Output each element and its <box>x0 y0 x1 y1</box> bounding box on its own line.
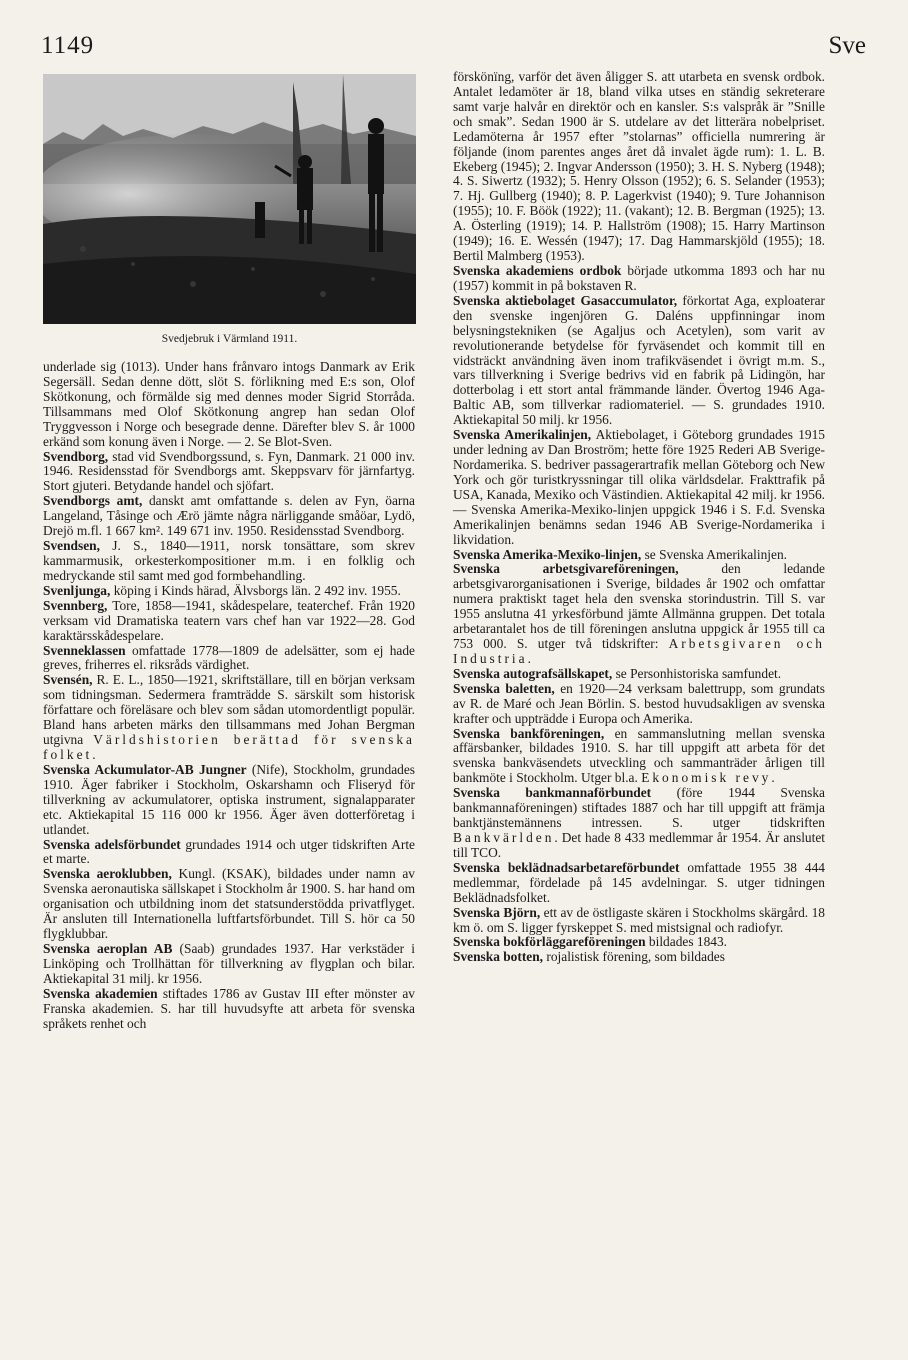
entry-text: (Nife), Stockholm, grundades 1910. Äger fabriker i Stockholm, Oskarshamn och Fliseryd för tillverkning av ackumulatorer, optiska instrument, signalapparater etc. Aktiekapital 15 116 000 kr 1956. Äger även dotterföretag i utlandet. <box>43 761 416 837</box>
entry-headword: Svenska bokförläggareföreningen <box>453 934 646 950</box>
entry-headword: Svendborgs amt, <box>43 493 143 509</box>
dictionary-entry <box>453 950 825 965</box>
entry-headword: Svenska Amerikalinjen, <box>453 427 592 443</box>
dictionary-entry <box>453 562 825 666</box>
entry-headword: Svenska Ackumulator-AB Jungner <box>43 761 247 777</box>
entry-text: en sammanslutning mellan svenska affärsbanker, bildades 1910. S. har till uppgift att arbeta för det svenska bankväsendets utveckling och sammanträder årligen till bankmöte i Stockholm. Utger bl.a. <box>453 725 825 786</box>
dictionary-entry <box>453 294 825 428</box>
dictionary-entry <box>453 682 825 727</box>
dictionary-entry <box>43 644 415 674</box>
figure-caption: Svedjebruk i Värmland 1911. <box>161 333 298 345</box>
entry-text: J. S., 1840—1911, norsk tonsättare, som skrev kammarmusik, orkesterkompositioner m.m. i en folklig och medryckande stil samt med god formbehandling. <box>43 538 415 583</box>
dictionary-entry <box>453 548 825 563</box>
entry-text: se Svenska Amerikalinjen. <box>641 546 787 562</box>
entry-headword: Svennberg, <box>43 597 108 613</box>
entry-text: ett av de östligaste skären i Stockholms skärgård. 18 km ö. om S. ligger fyrskeppet S. med mistsignal och radiofyr. <box>453 904 825 935</box>
continuation-text: förskönïng, varför det även åligger S. att utarbeta en svensk ordbok. Antalet ledamöter är 18, bland vilka utses en ständig sekreterare samt varje halvår en direktör och en kansler. S:s valspråk är ”Snille och smak”. Sedan 1900 är S. utdelare av det litterära nobelpriset. Ledamöterna år 1957 efter ”stolarnas” officiella numrering är följande (inom parentes anges året då invalet ägde rum): 1. L. B. Ekeberg (1945); 2. Ingvar Andersson (1950); 3. H. S. Nyberg (1948); 4. S. Siwertz (1932); 5. Henry Olsson (1952); 6. S. Selander (1953); 7. Hj. Gullberg (1940); 8. P. Lagerkvist (1940); 9. Ture Johannison (1955); 10. F. Böök (1922); 11. (vakant); 12. B. Bergman (1925); 13. A. Österling (1919); 14. P. Hallström (1908); 15. Harry Martinson (1949); 16. E. Wessén (1947); 17. Dag Hammarskjöld (1955); 18. Bertil Malmberg (1953). <box>453 69 825 264</box>
entry-text-after: . <box>771 770 775 786</box>
dictionary-entry <box>43 450 415 495</box>
entry-text: rojalistisk förening, som bildades <box>543 949 725 965</box>
entry-headword: Svenska botten, <box>453 949 544 965</box>
entry-text: bildades 1843. <box>645 934 728 950</box>
right-column <box>453 70 825 965</box>
dictionary-entry <box>453 906 825 936</box>
entry-text-after: . <box>527 650 531 666</box>
dictionary-entry <box>453 935 825 950</box>
entry-headword: Svenska baletten, <box>453 680 555 696</box>
entry-text: Aktiebolaget, i Göteborg grundades 1915 under ledning av Dan Broström; hette före 1925 Rederi AB Sverige-Nordamerika. S. bedriver passagerartrafik mellan Göteborg och New York och gör turistkryssningar till olika världsdelar. Frakttrafik på USA, Kanada, Mexiko och Västindien. Aktiekapital 42 milj. kr 1956. — Svenska Amerika-Mexiko-linjen uppgick 1946 i S. F.d. Svenska Amerikalinjen benämns sedan 1946 AB Sverige-Nordamerika i likvidation. <box>453 427 825 547</box>
entry-text: grundades 1914 och utger tidskriften Arte et marte. <box>43 836 416 867</box>
entry-headword: Svenska Amerika-Mexiko-linjen, <box>453 546 642 562</box>
entry-headword: Svenska bankmannaförbundet <box>453 785 652 801</box>
dictionary-entry <box>453 667 825 682</box>
entry-text-after: . <box>92 746 96 762</box>
dictionary-entry <box>43 599 415 644</box>
dictionary-entry <box>43 584 415 599</box>
entry-text: började utkomma 1893 och har nu (1957) kommit in på bokstaven R. <box>453 262 825 293</box>
entry-headword: Svendsen, <box>43 538 100 554</box>
entry-headword: Svenska arbetsgivareföreningen, <box>453 561 679 577</box>
page-number: 1149 <box>41 32 95 59</box>
entry-text: förkortat Aga, exploaterar den svenske ingenjören G. Daléns uppfinningar inom belysningstekniken (se Agaljus och Acetylen), som varit av revolutionerande betydelse för fyrväsendet och kommit till en vidsträckt användning även inom trafikväsendet i övrigt m.m. S., vars tillverkning i Sverige bedrivs vid en fabrik på Lidingön, har dotterbolag i ett stort antal främmande länder. Övertog 1946 Aga-Baltic AB, som tillverkar radiomateriel. — S. grundades 1910. Aktiekapital 50 milj. kr 1956. <box>453 292 825 428</box>
dictionary-entry <box>43 539 415 584</box>
dictionary-entry <box>43 987 415 1032</box>
entry-text: R. E. L., 1850—1921, skriftställare, till en början verksam som tidningsman. Sedermera framträdde S. särskilt som historisk författare och föreläsare och blev som sådan utomordentligt populär. Bland hans arbeten märks den tillsammans med Johan Bergman utgivna <box>43 672 415 748</box>
dictionary-entry <box>453 861 825 906</box>
entry-text: stad vid Svendborgssund, s. Fyn, Danmark. 21 000 inv. 1946. Residensstad för Svendborgs amt. Skeppsvarv för järnfartyg. Stort gjuteri. Betydande handel och sjöfart. <box>43 448 415 494</box>
entry-text-after: . Det hade 8 433 medlemmar år 1954. Är anslutet till TCO. <box>453 830 825 860</box>
entry-text: Tore, 1858—1941, skådespelare, teaterchef. Från 1920 verksam vid Dramatiska teatern vars chef han var 1922—28. God karaktärsskådespelare. <box>43 597 415 643</box>
entry-text: danskt amt omfattande s. delen av Fyn, öarna Langeland, Tåsinge och Ærö jämte några närliggande småöar, Lydö, Drejö m.fl. 1 667 km². 149 671 inv. 1950. Residensstad Svendborg. <box>43 493 415 539</box>
entry-text: omfattade 1955 38 444 medlemmar, fördelade på 145 avdelningar. S. utger tidningen Beklädnadsfolket. <box>453 859 826 905</box>
entry-text: köping i Kinds härad, Älvsborgs län. 2 492 inv. 1955. <box>110 582 401 598</box>
entry-spaced-title: Ekonomisk revy <box>641 770 772 786</box>
entry-headword: Svenneklassen <box>43 642 126 658</box>
entry-headword: Svenska akademiens ordbok <box>453 262 622 278</box>
dictionary-entry <box>43 673 415 763</box>
dictionary-entry <box>43 838 415 868</box>
entry-text: stiftades 1786 av Gustav III efter mönster av Franska akademien. S. har till huvudsyfte att arbeta för svenska språkets renhet och <box>43 985 415 1031</box>
historical-photograph <box>43 74 416 324</box>
left-column <box>43 360 415 1031</box>
entry-text: se Personhistoriska samfundet. <box>612 665 782 681</box>
entry-headword: Svenska akademien <box>43 985 158 1001</box>
dictionary-entry <box>453 786 825 861</box>
entry-headword: Svenska aktiebolaget Gasaccumulator, <box>453 292 678 308</box>
dictionary-entry <box>453 264 825 294</box>
entry-spaced-title: Arbetsgivaren och Industria <box>453 636 825 666</box>
dictionary-entry <box>43 867 415 942</box>
entry-headword: Svensén, <box>43 672 93 688</box>
entry-headword: Svenljunga, <box>43 582 111 598</box>
entry-headword: Svenska aeroklubben, <box>43 866 172 882</box>
dictionary-entry <box>43 942 415 987</box>
entry-spaced-title: Världshistorien berättad för svenska folket <box>43 732 415 762</box>
dictionary-entry <box>453 727 825 787</box>
entry-headword: Svenska autografsällskapet, <box>453 665 613 681</box>
entry-text: en 1920—24 verksam balettrupp, som grundats av R. de Maré och Jean Börlin. S. bestod huvudsakligen av svenska krafter och uppträdde i Europa och Amerika. <box>453 680 825 726</box>
entry-headword: Svenska Björn, <box>453 904 541 920</box>
entry-headword: Svenska adelsförbundet <box>43 836 181 852</box>
entry-text: omfattade 1778—1809 de adelsätter, som ej hade greves, friherres el. riksråds värdighet. <box>43 642 415 673</box>
entry-spaced-title: Bankvärlden <box>453 830 555 846</box>
dictionary-entry <box>453 428 825 547</box>
entry-text: Kungl. (KSAK), bildades under namn av Svenska aeronautiska sällskapet i Stockholm år 1900. S. har hand om organisation och utbildning inom det statsunderstödda privatflyget. Är ansluten till Internationella luftfartsförbundet. Till S. hör ca 50 flygklubbar. <box>43 866 415 942</box>
entry-text: den ledande arbetsgivarorganisationen i Sverige, bildades år 1902 och omfattar numera praktiskt taget hela den svenska storindustrin. Till S. var 1955 anslutna 41 yrkesförbund jämte Allmänna gruppen. Det totala arbetarantalet hos de till föreningen anslutna uppgick år 1955 till ca 753 000. S. utger två tidskrifter: <box>453 561 826 652</box>
dictionary-entry <box>43 494 415 539</box>
entry-headword: Svenska beklädnadsarbetareförbundet <box>453 859 680 875</box>
dictionary-entry <box>43 763 415 838</box>
entry-text: (före 1944 Svenska bankmannaföreningen) stiftades 1887 och har till uppgift att främja banktjänstemännens intressen. S. utger tidskriften <box>453 785 825 831</box>
entry-headword: Svendborg, <box>43 448 109 464</box>
entry-headword: Svenska aeroplan AB <box>43 940 173 956</box>
entry-text: (Saab) grundades 1937. Har verkstäder i Linköping och Trollhättan för tillverkning av flygplan och bilar. Aktiekapital 31 milj. kr 1956. <box>43 940 415 986</box>
entry-headword: Svenska bankföreningen, <box>453 725 605 741</box>
running-head: Sve <box>828 32 866 59</box>
continuation-text: underlade sig (1013). Under hans frånvaro intogs Danmark av Erik Segersäll. Sedan denne dött, slöt S. förlikning med E:s son, Olof Skötkonung, och förmälde sig med dennes moder Sigrid Storråda. Tillsammans med Olof Skötkonung angrep han sedan Olof Tryggvesson i Norge och besegrade denne. Därefter blev S. år 1000 erkänd som konung även i Norge. — 2. Se Blot-Sven. <box>43 359 415 449</box>
